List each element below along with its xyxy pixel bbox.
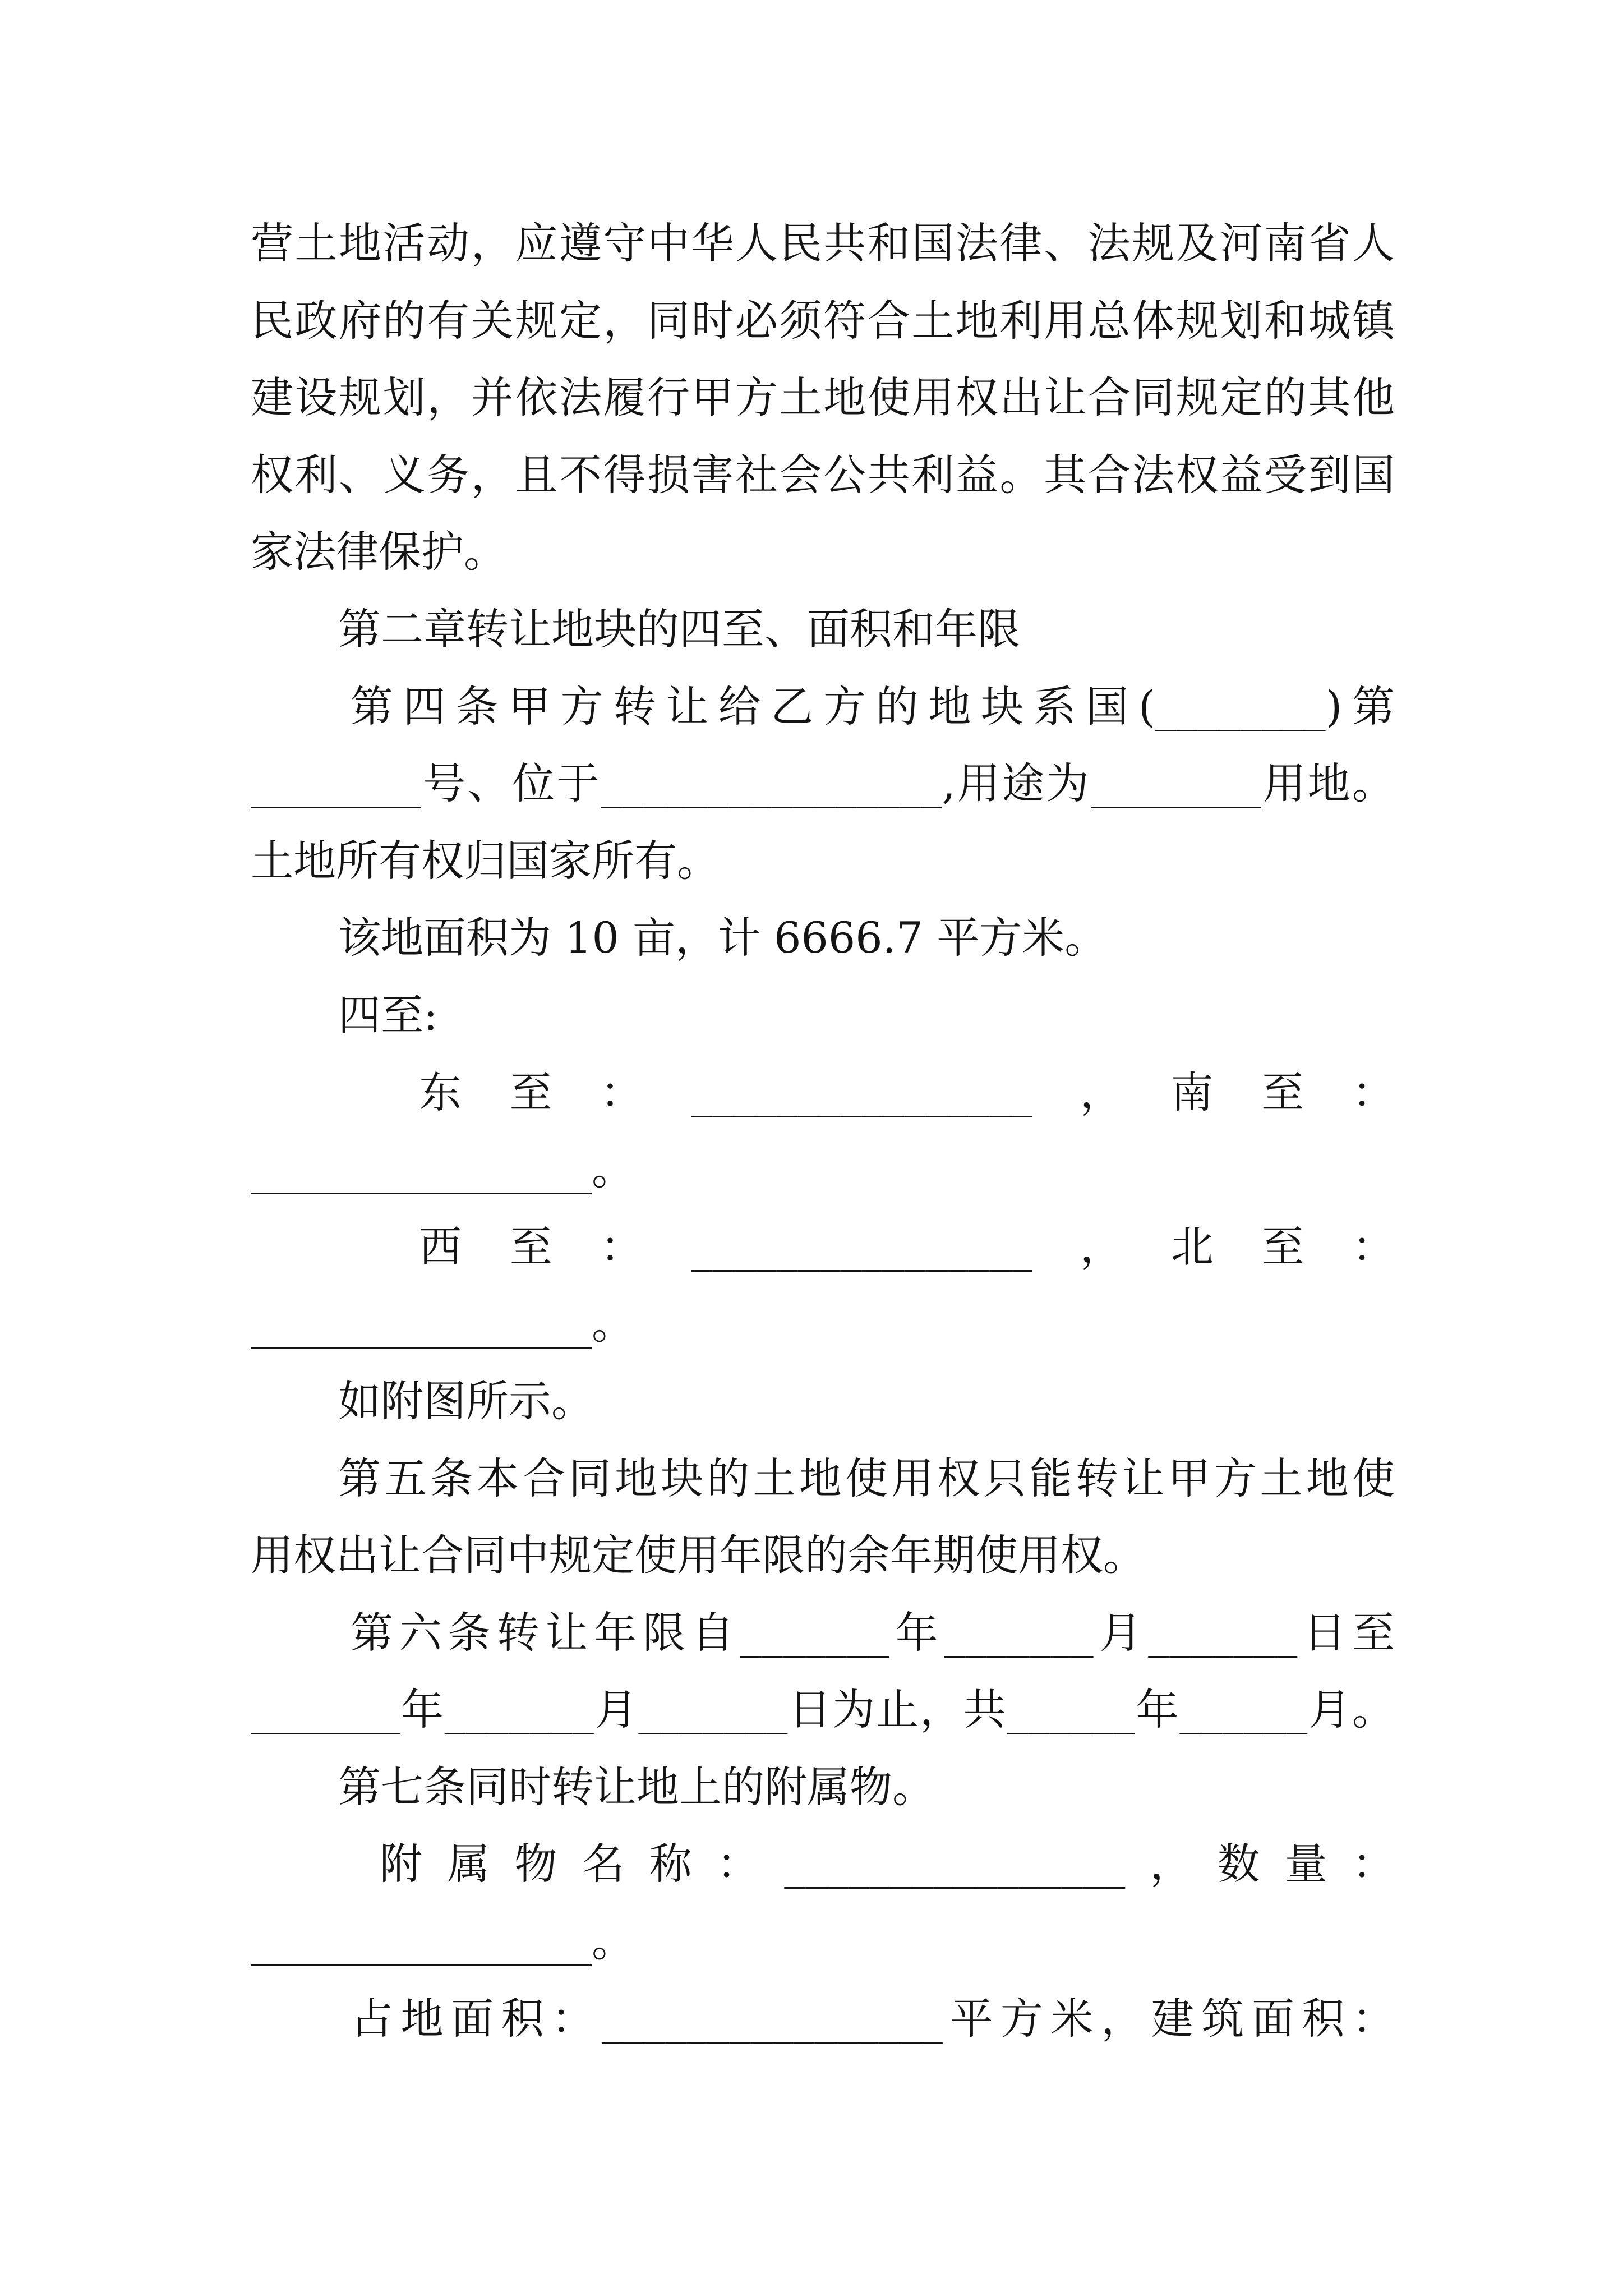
article-4-line: 第四条甲方转让给乙方的地块系国(________)第: [351, 681, 1395, 731]
paragraph-text-line: 营土地活动，应遵守中华人民共和国法律、法规及河南省人: [251, 218, 1395, 268]
paragraph-text-line: 民政府的有关规定，同时必须符合土地利用总体规划和城镇: [251, 295, 1395, 346]
south-boundary-blank-line: ________________。: [251, 1144, 634, 1195]
land-area-line: 该地面积为 10 亩，计 6666.7 平方米。: [338, 913, 1108, 963]
article-5-line: 第五条本合同地块的土地使用权只能转让甲方土地使: [338, 1453, 1395, 1503]
quantity-blank-line: ________________。: [251, 1916, 634, 1967]
contract-text-body: [251, 205, 1395, 2057]
article-5-continuation-line: 用权出让合同中规定使用年限的余年期使用权。: [251, 1530, 1146, 1581]
appurtenance-name-quantity-line: 附属物名称：________________，数量：: [380, 1839, 1395, 1889]
article-7-line: 第七条同时转让地上的附属物。: [338, 1761, 935, 1812]
land-ownership-line: 土地所有权归国家所有。: [251, 835, 720, 886]
paragraph-text-line: 权利、义务，且不得损害社会公共利益。其合法权益受到国: [251, 449, 1395, 500]
see-attached-map-line: 如附图所示。: [338, 1375, 594, 1426]
article-6-term-end-line: _______年_______月_______日为止，共______年______月。: [251, 1685, 1395, 1735]
paragraph-text-line: 建设规划，并依法履行甲方土地使用权出让合同规定的其他: [251, 372, 1395, 423]
east-south-boundary-line: 东至：________________，南至：: [419, 1067, 1395, 1117]
west-north-boundary-line: 西至：________________，北至：: [419, 1221, 1395, 1272]
chapter-2-heading: 第二章转让地块的四至、面积和年限: [338, 604, 1020, 654]
article-6-line: 第六条转让年限自_______年_______月_______日至: [351, 1607, 1395, 1658]
floor-area-line: 占地面积：________________平方米，建筑面积：: [351, 1993, 1395, 2044]
north-boundary-blank-line: ________________。: [251, 1299, 634, 1349]
parcel-number-location-line: ________号、位于________________,用途为________用地。: [251, 758, 1395, 809]
boundaries-label: 四至:: [338, 990, 438, 1040]
paragraph-text-line: 家法律保护。: [251, 527, 506, 577]
